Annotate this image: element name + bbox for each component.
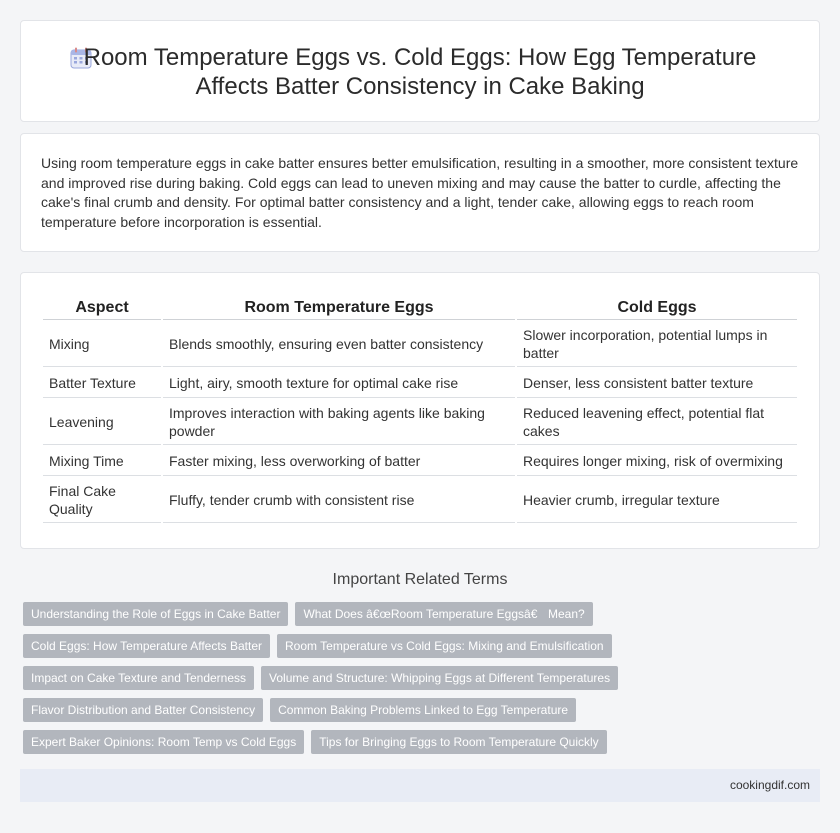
table-cell: Faster mixing, less overworking of batter: [163, 447, 515, 476]
table-cell: Fluffy, tender crumb with consistent rise: [163, 478, 515, 523]
title-card: [20, 20, 820, 122]
table-row: [43, 400, 797, 445]
header-cold: Cold Eggs: [517, 295, 797, 320]
table-cell: Denser, less consistent batter texture: [517, 369, 797, 398]
table-cell: Requires longer mixing, risk of overmixing: [517, 447, 797, 476]
table-cell: Blends smoothly, ensuring even batter consistency: [163, 322, 515, 367]
related-term-tag[interactable]: What Does â€œRoom Temperature Eggsâ€ Mean?: [295, 602, 592, 626]
related-term-tag[interactable]: Common Baking Problems Linked to Egg Temperature: [270, 698, 576, 722]
table-cell: Slower incorporation, potential lumps in batter: [517, 322, 797, 367]
related-term-tag[interactable]: Tips for Bringing Eggs to Room Temperature Quickly: [311, 730, 606, 754]
related-term-tag[interactable]: Flavor Distribution and Batter Consistency: [23, 698, 263, 722]
related-term-tag[interactable]: Cold Eggs: How Temperature Affects Batter: [23, 634, 270, 658]
header-aspect: Aspect: [43, 295, 161, 320]
table-row: [43, 322, 797, 367]
comparison-card: [20, 272, 820, 549]
table-cell: Reduced leavening effect, potential flat cakes: [517, 400, 797, 445]
footer-site-link[interactable]: cookingdif.com: [729, 778, 810, 792]
table-row: [43, 478, 797, 523]
table-cell: Heavier crumb, irregular texture: [517, 478, 797, 523]
table-cell: Batter Texture: [43, 369, 161, 398]
related-term-tag[interactable]: Impact on Cake Texture and Tenderness: [23, 666, 254, 690]
related-term-tag[interactable]: Expert Baker Opinions: Room Temp vs Cold Eggs: [23, 730, 304, 754]
header-room-temp: Room Temperature Eggs: [163, 295, 515, 320]
related-term-tag[interactable]: Understanding the Role of Eggs in Cake Batter: [23, 602, 288, 626]
table-cell: Light, airy, smooth texture for optimal cake rise: [163, 369, 515, 398]
page-title-line1: Room Temperature Eggs vs. Cold Eggs: How Egg Temperature: [83, 44, 757, 71]
related-terms-list: [23, 602, 823, 762]
table-row: [43, 369, 797, 398]
related-term-tag[interactable]: Room Temperature vs Cold Eggs: Mixing and Emulsification: [277, 634, 612, 658]
table-row: [43, 447, 797, 476]
footer-bar: [20, 769, 820, 802]
table-cell: Mixing Time: [43, 447, 161, 476]
table-cell: Mixing: [43, 322, 161, 367]
table-cell: Final Cake Quality: [43, 478, 161, 523]
intro-card: [20, 133, 820, 252]
table-cell: Leavening: [43, 400, 161, 445]
page-title-line2: Affects Batter Consistency in Cake Baking: [195, 73, 645, 100]
table-header-row: [43, 295, 797, 320]
related-term-tag[interactable]: Volume and Structure: Whipping Eggs at Different Temperatures: [261, 666, 618, 690]
comparison-table: [41, 293, 799, 525]
intro-paragraph: Using room temperature eggs in cake batter ensures better emulsification, resulting in a smoother, more consistent texture and improved rise during baking. Cold eggs can lead to uneven mixing and may cause the batter to curdle, affecting the cake's final crumb and density. For optimal batter consistency and a light, tender cake, allowing eggs to reach room temperature before incorporation is essential.: [41, 155, 799, 230]
table-cell: Improves interaction with baking agents like baking powder: [163, 400, 515, 445]
related-terms-heading: Important Related Terms: [332, 571, 508, 588]
